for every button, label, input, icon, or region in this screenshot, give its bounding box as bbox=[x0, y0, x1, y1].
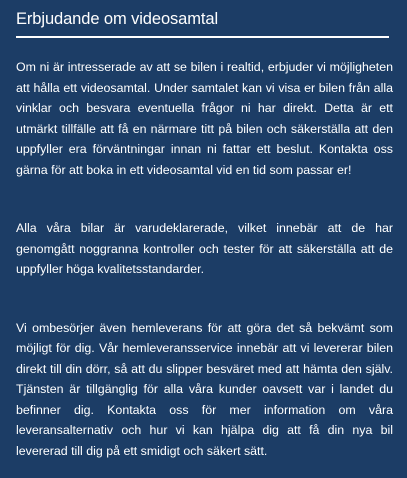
video-call-paragraph: Om ni är intresserade av att se bilen i realtid, erbjuder vi möjligheten att hålla ett videosamtal. Under samtalet kan vi visa er bilen från alla vinklar och besvara eventuella frågor ni har direkt. Detta är ett utmärkt tillfälle att få en närmare titt på bilen och säkerställa att den uppfyller era förväntningar innan ni fattar ett beslut. Kontakta oss gärna för att boka in ett videosamtal vid en tid som passar er! bbox=[16, 60, 393, 177]
home-delivery-paragraph: Vi ombesörjer även hemleverans för att göra det så bekvämt som möjligt för dig. Vår hemleveransservice innebär att vi levererar bilen direkt till din dörr, så att du slipper besväret med att hämta den själv. Tjänsten är tillgänglig för alla våra kunder oavsett var i landet du befinner dig. Kontakta oss för mer information om våra leveransalternativ och hur vi kan hjälpa dig att få din nya bil levererad till dig på ett smidigt och säkert sätt. bbox=[16, 320, 393, 458]
declaration-paragraph: Alla våra bilar är varudeklarerade, vilket innebär att de har genomgått noggranna kontroller och tester för att säkerställa att de uppfyller höga kvalitetsstandarder. bbox=[16, 221, 393, 276]
title-underline bbox=[16, 36, 389, 38]
section-title: Erbjudande om videosamtal bbox=[16, 10, 219, 28]
